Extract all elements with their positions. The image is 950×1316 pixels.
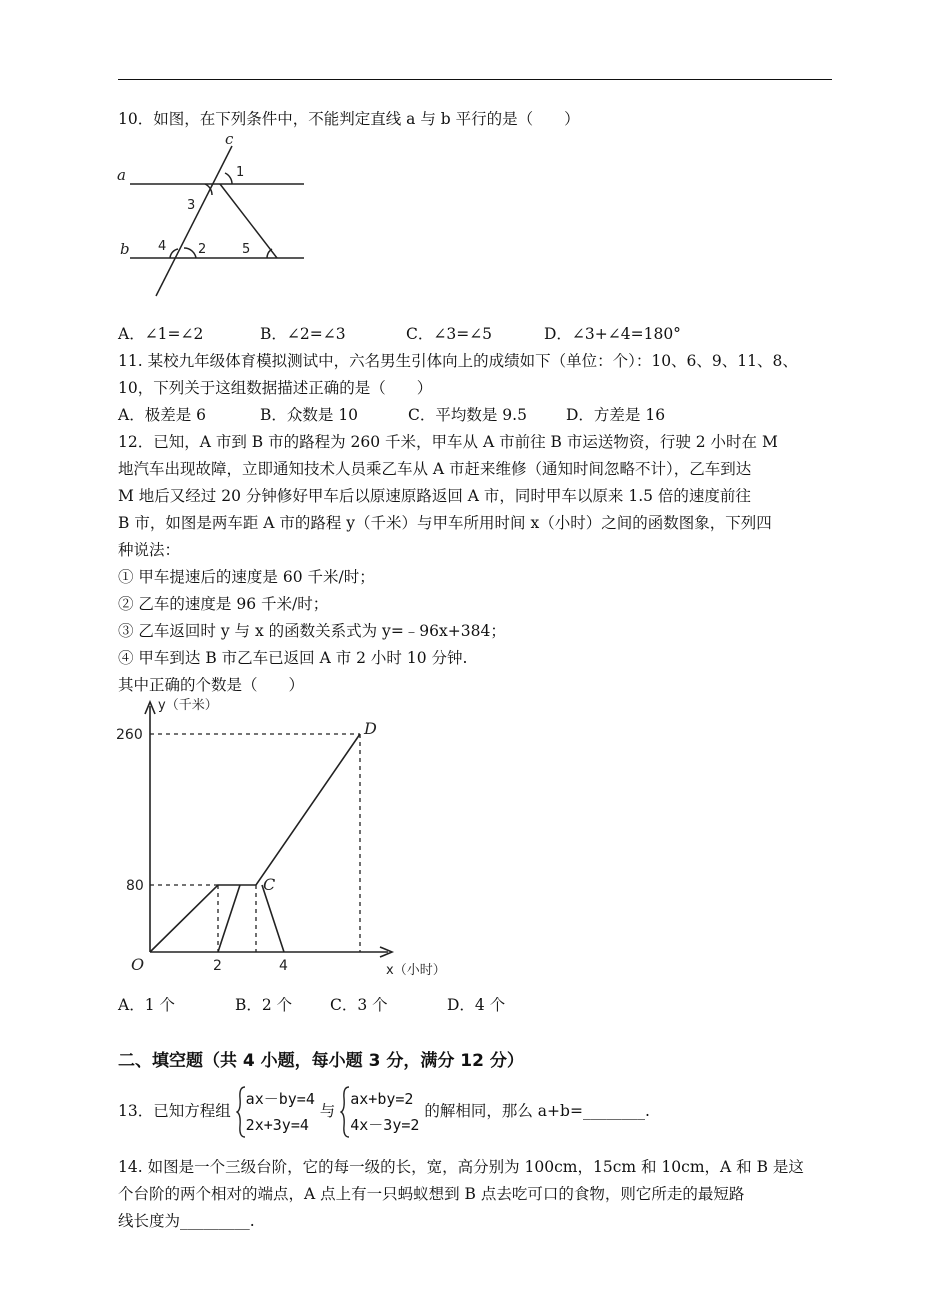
q11-option-b[interactable]: B．众数是 10 bbox=[260, 406, 359, 424]
fig-angle-1: 1 bbox=[236, 165, 245, 180]
q13-suffix: 的解相同，那么 a+b=________. bbox=[424, 1102, 650, 1120]
q10-option-c[interactable]: C．∠3=∠5 bbox=[406, 325, 493, 343]
q11-option-d[interactable]: D．方差是 16 bbox=[566, 406, 666, 424]
fig-angle-3: 3 bbox=[187, 198, 196, 213]
q13-prefix: 13．已知方程组 bbox=[118, 1102, 231, 1120]
fig-angle-5: 5 bbox=[242, 242, 251, 257]
q14-line: 14. 如图是一个三级台阶，它的每一级的长，宽，高分别为 100cm，15cm 和 10cm，A 和 B 是这 bbox=[118, 1158, 804, 1176]
q12-line: 种说法： bbox=[118, 541, 181, 559]
q10-options bbox=[118, 323, 681, 345]
q13-sys2-eq2: 4x－3y=2 bbox=[350, 1116, 420, 1134]
q13-sys1-eq2: 2x+3y=4 bbox=[245, 1116, 309, 1134]
q12-graph bbox=[112, 692, 452, 984]
graph-tick-4: 4 bbox=[279, 958, 288, 974]
q11-line1: 11. 某校九年级体育模拟测试中，六名男生引体向上的成绩如下（单位：个）：10、6、9、11、8、 bbox=[118, 352, 798, 370]
q10-option-b[interactable]: B．∠2=∠3 bbox=[260, 325, 346, 343]
q12-statement-1: ① 甲车提速后的速度是 60 千米/时； bbox=[118, 568, 375, 586]
q12-line: B 市，如图是两车距 A 市的路程 y（千米）与甲车所用时间 x（小时）之间的函数图象，下列四 bbox=[118, 514, 772, 532]
graph-y-label: y（千米） bbox=[158, 698, 218, 713]
header-rule bbox=[118, 79, 832, 80]
q12-statement-3: ③ 乙车返回时 y 与 x 的函数关系式为 y=﹣96x+384； bbox=[118, 622, 506, 640]
graph-x-label: x（小时） bbox=[386, 963, 446, 978]
fig-label-b: b bbox=[120, 240, 130, 258]
q11-option-a[interactable]: A．极差是 6 bbox=[118, 406, 206, 424]
q10-option-a[interactable]: A．∠1=∠2 bbox=[118, 325, 204, 343]
q13-sys1-eq1: ax－by=4 bbox=[245, 1090, 315, 1108]
graph-point-c: C bbox=[263, 875, 276, 894]
q12-statement-2: ② 乙车的速度是 96 千米/时； bbox=[118, 595, 329, 613]
q12-option-a[interactable]: A．1 个 bbox=[118, 996, 175, 1014]
q11-options bbox=[118, 404, 665, 426]
q12-line: M 地后又经过 20 分钟修好甲车后以原速原路返回 A 市，同时甲车以原来 1.5 倍的速度前往 bbox=[118, 487, 751, 505]
q10-figure bbox=[112, 128, 312, 303]
q12-option-b[interactable]: B．2 个 bbox=[235, 996, 293, 1014]
q13-system-2 bbox=[340, 1086, 419, 1138]
q12-options bbox=[118, 994, 505, 1016]
q12-statement-4: ④ 甲车到达 B 市乙车已返回 A 市 2 小时 10 分钟. bbox=[118, 649, 468, 667]
fig-angle-2: 2 bbox=[198, 242, 207, 257]
q14-line: 线长度为_________. bbox=[118, 1212, 255, 1230]
q13-sys2-eq1: ax+by=2 bbox=[350, 1090, 414, 1108]
q12-line: 地汽车出现故障，立即通知技术人员乘乙车从 A 市赶来维修（通知时间忽略不计），乙车到达 bbox=[118, 460, 752, 478]
graph-point-d: D bbox=[364, 719, 377, 738]
graph-tick-2: 2 bbox=[213, 958, 222, 974]
q12-option-c[interactable]: C．3 个 bbox=[330, 996, 388, 1014]
q14-line: 个台阶的两个相对的端点，A 点上有一只蚂蚁想到 B 点去吃可口的食物，则它所走的最短路 bbox=[118, 1185, 745, 1203]
q13-mid: 与 bbox=[319, 1102, 336, 1120]
graph-origin: O bbox=[131, 955, 145, 974]
fig-angle-4: 4 bbox=[158, 239, 167, 254]
q11-option-c[interactable]: C．平均数是 9.5 bbox=[408, 406, 527, 424]
q10-stem: 10．如图，在下列条件中，不能判定直线 a 与 b 平行的是（ ） bbox=[118, 110, 580, 128]
q13-system-1 bbox=[236, 1086, 315, 1138]
q13 bbox=[118, 1086, 650, 1138]
q12-option-d[interactable]: D．4 个 bbox=[447, 996, 506, 1014]
graph-tick-260: 260 bbox=[116, 727, 143, 743]
q12-line: 12．已知，A 市到 B 市的路程为 260 千米，甲车从 A 市前往 B 市运送物资，行驶 2 小时在 M bbox=[118, 433, 778, 451]
section-title: 二、填空题（共 4 小题，每小题 3 分，满分 12 分） bbox=[118, 1051, 524, 1071]
fig-label-c: c bbox=[225, 130, 234, 148]
fig-label-a: a bbox=[117, 166, 126, 184]
q12-prompt: 其中正确的个数是（ ） bbox=[118, 676, 305, 694]
graph-tick-80: 80 bbox=[126, 878, 144, 894]
q10-option-d[interactable]: D．∠3+∠4=180° bbox=[544, 325, 681, 343]
q11-line2: 10，下列关于这组数据描述正确的是（ ） bbox=[118, 379, 433, 397]
